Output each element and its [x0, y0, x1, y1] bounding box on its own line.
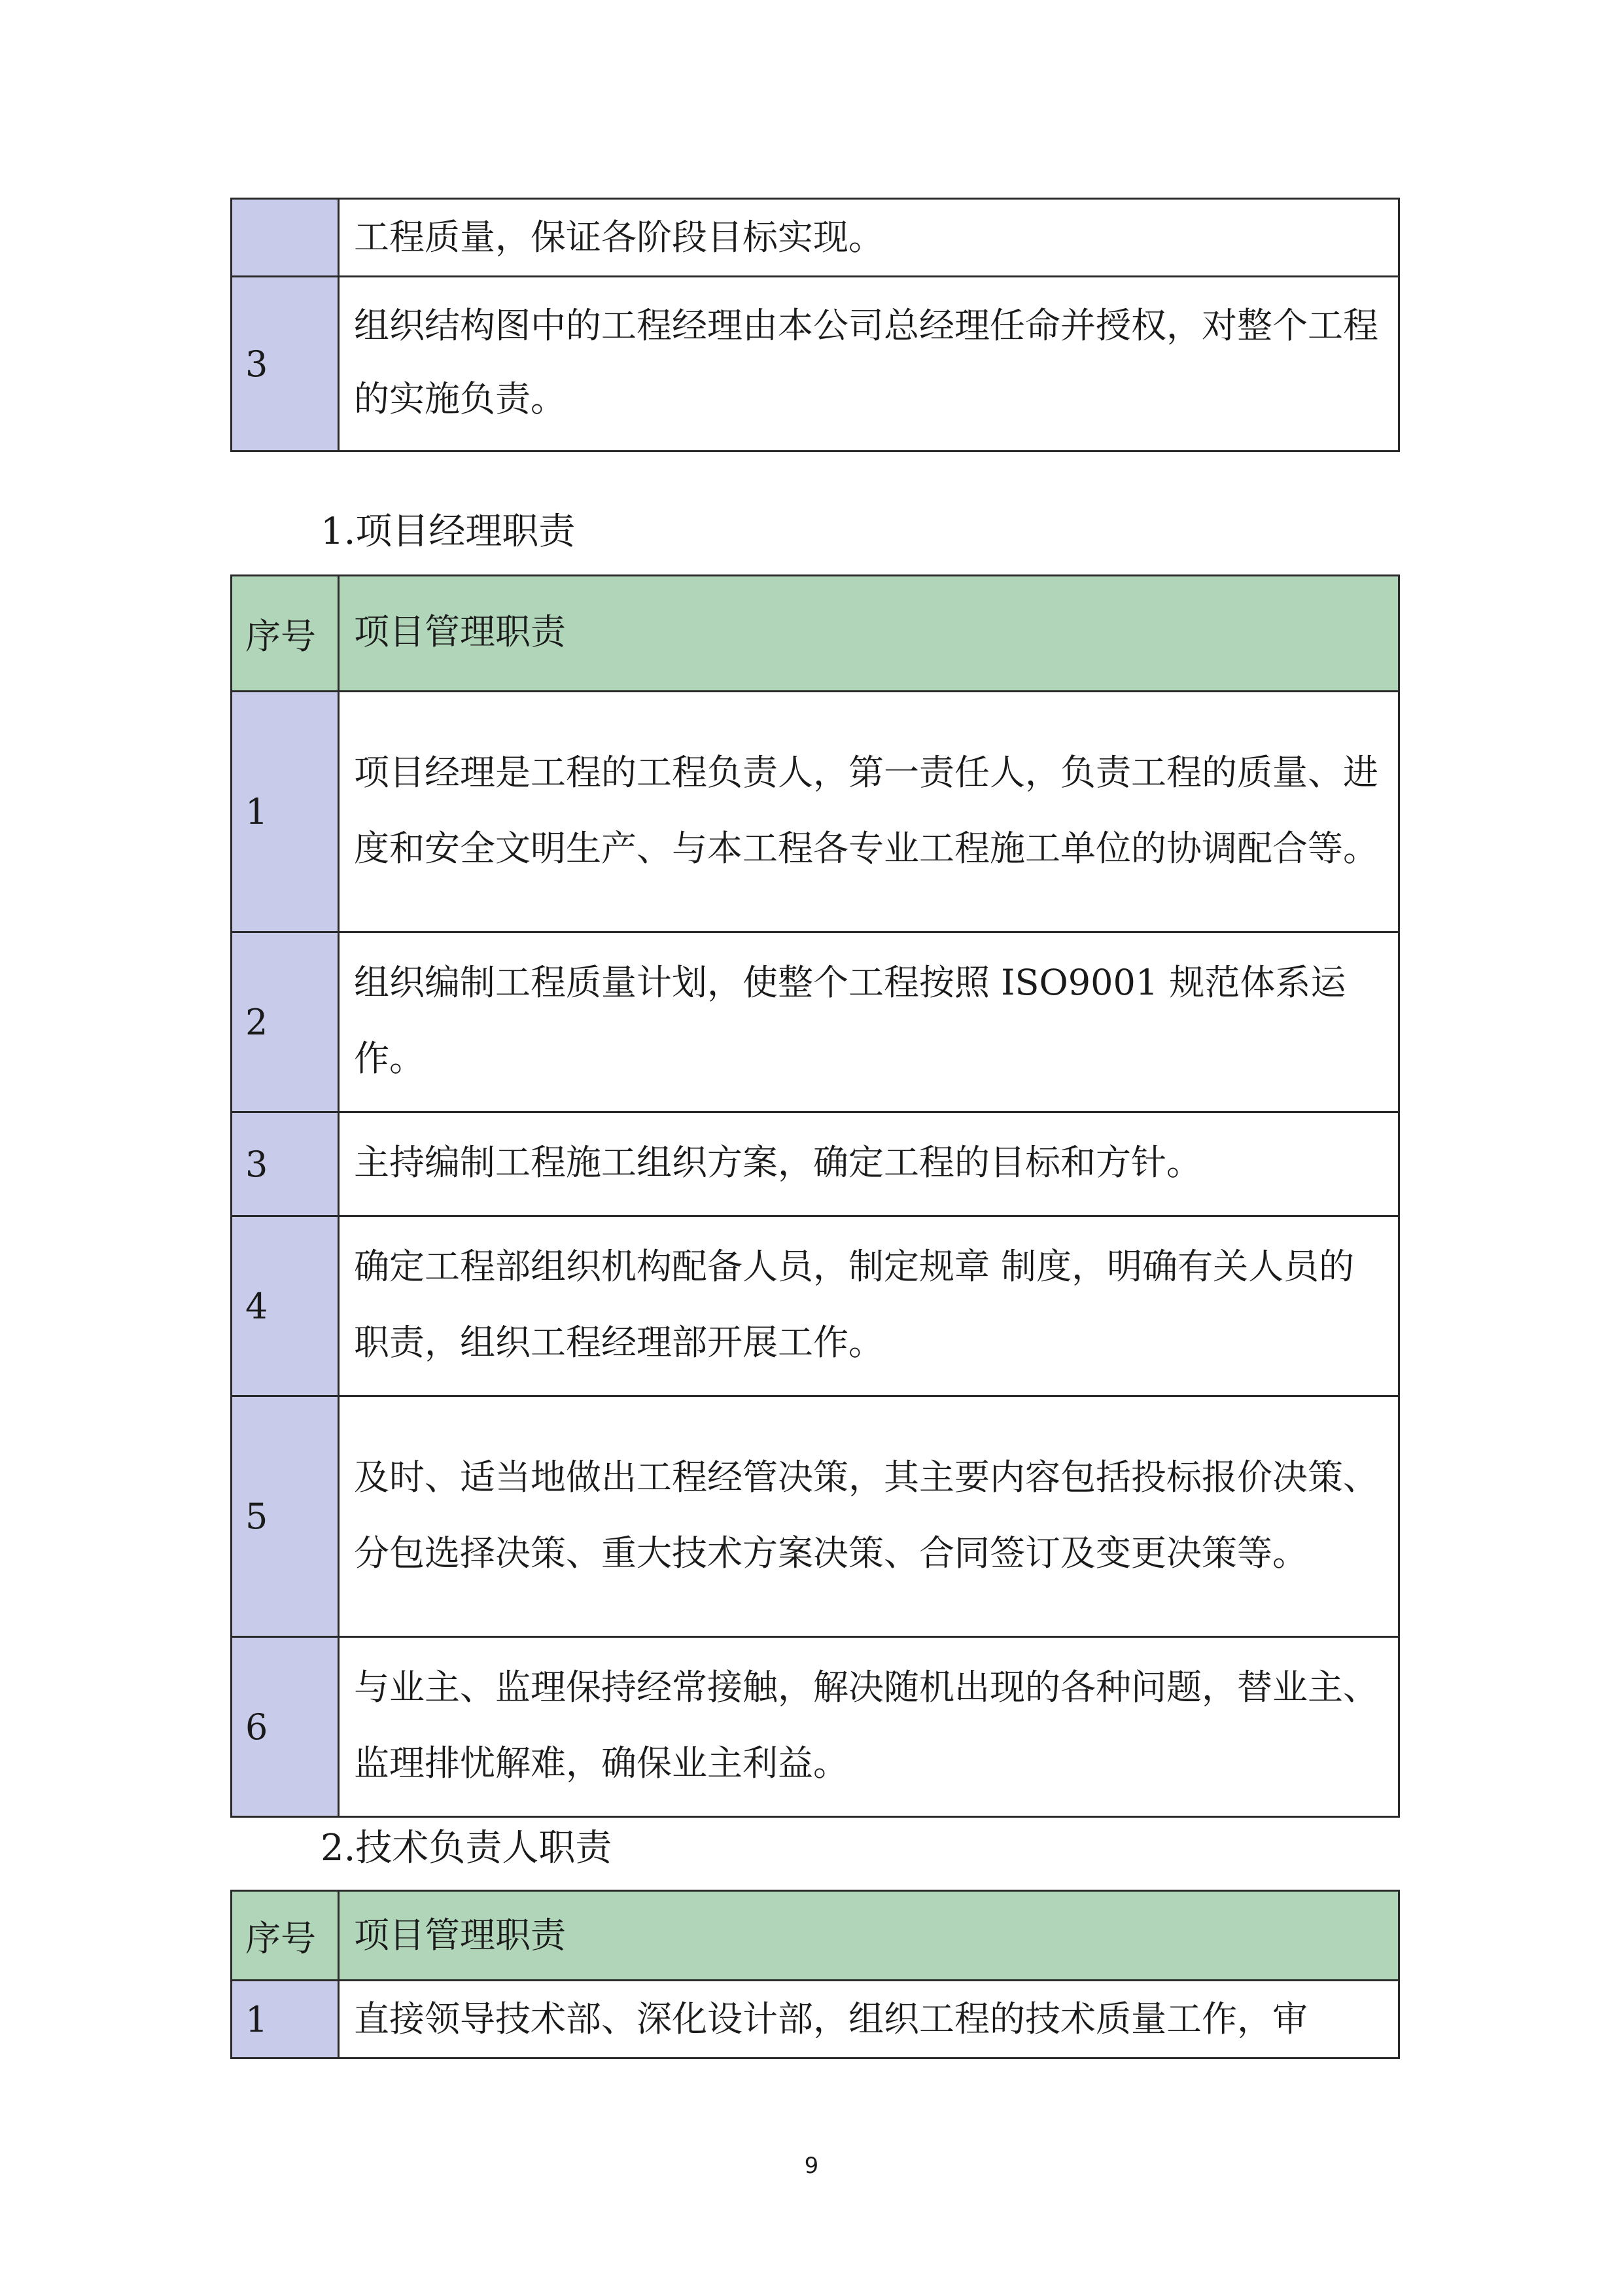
- table-header-row: [232, 576, 1399, 692]
- page-number: 9: [804, 2153, 819, 2179]
- table-row: [232, 1637, 1399, 1817]
- row-number: 4: [232, 1216, 339, 1396]
- header-serial-number: 序号: [232, 576, 339, 692]
- table-row: [232, 1981, 1399, 2058]
- table-row: [232, 1216, 1399, 1396]
- section-title-technical-lead: 2.技术负责人职责: [321, 1827, 612, 1869]
- row-number: 1: [232, 692, 339, 932]
- project-manager-responsibility-table: [230, 574, 1400, 1818]
- row-number: [232, 199, 339, 277]
- row-number: 3: [232, 1112, 339, 1216]
- row-text: 主持编制工程施工组织方案，确定工程的目标和方针。: [339, 1112, 1399, 1216]
- header-responsibility: 项目管理职责: [339, 576, 1399, 692]
- technical-lead-responsibility-table: [230, 1890, 1400, 2059]
- row-number: 6: [232, 1637, 339, 1817]
- row-number: 3: [232, 277, 339, 451]
- table-header-row: [232, 1891, 1399, 1981]
- row-text: 组织结构图中的工程经理由本公司总经理任命并授权，对整个工程的实施负责。: [339, 277, 1399, 451]
- table-row: [232, 1112, 1399, 1216]
- header-responsibility: 项目管理职责: [339, 1891, 1399, 1981]
- row-text: 确定工程部组织机构配备人员，制定规章 制度，明确有关人员的职责，组织工程经理部开展工作。: [339, 1216, 1399, 1396]
- header-serial-number: 序号: [232, 1891, 339, 1981]
- table-row: [232, 277, 1399, 451]
- row-text: 项目经理是工程的工程负责人，第一责任人，负责工程的质量、进度和安全文明生产、与本工程各专业工程施工单位的协调配合等。: [339, 692, 1399, 932]
- continued-responsibility-table: [230, 198, 1400, 452]
- table-row: [232, 932, 1399, 1112]
- row-text: 工程质量，保证各阶段目标实现。: [339, 199, 1399, 277]
- table-row: [232, 1396, 1399, 1637]
- row-text: 直接领导技术部、深化设计部，组织工程的技术质量工作，审: [339, 1981, 1399, 2058]
- row-text: 及时、适当地做出工程经管决策，其主要内容包括投标报价决策、分包选择决策、重大技术方案决策、合同签订及变更决策等。: [339, 1396, 1399, 1637]
- section-title-project-manager: 1.项目经理职责: [321, 510, 576, 553]
- table-row: [232, 692, 1399, 932]
- table-row: [232, 199, 1399, 277]
- row-text: 与业主、监理保持经常接触，解决随机出现的各种问题，替业主、监理排忧解难，确保业主利益。: [339, 1637, 1399, 1817]
- row-number: 2: [232, 932, 339, 1112]
- row-number: 1: [232, 1981, 339, 2058]
- row-number: 5: [232, 1396, 339, 1637]
- row-text: 组织编制工程质量计划，使整个工程按照 ISO9001 规范体系运作。: [339, 932, 1399, 1112]
